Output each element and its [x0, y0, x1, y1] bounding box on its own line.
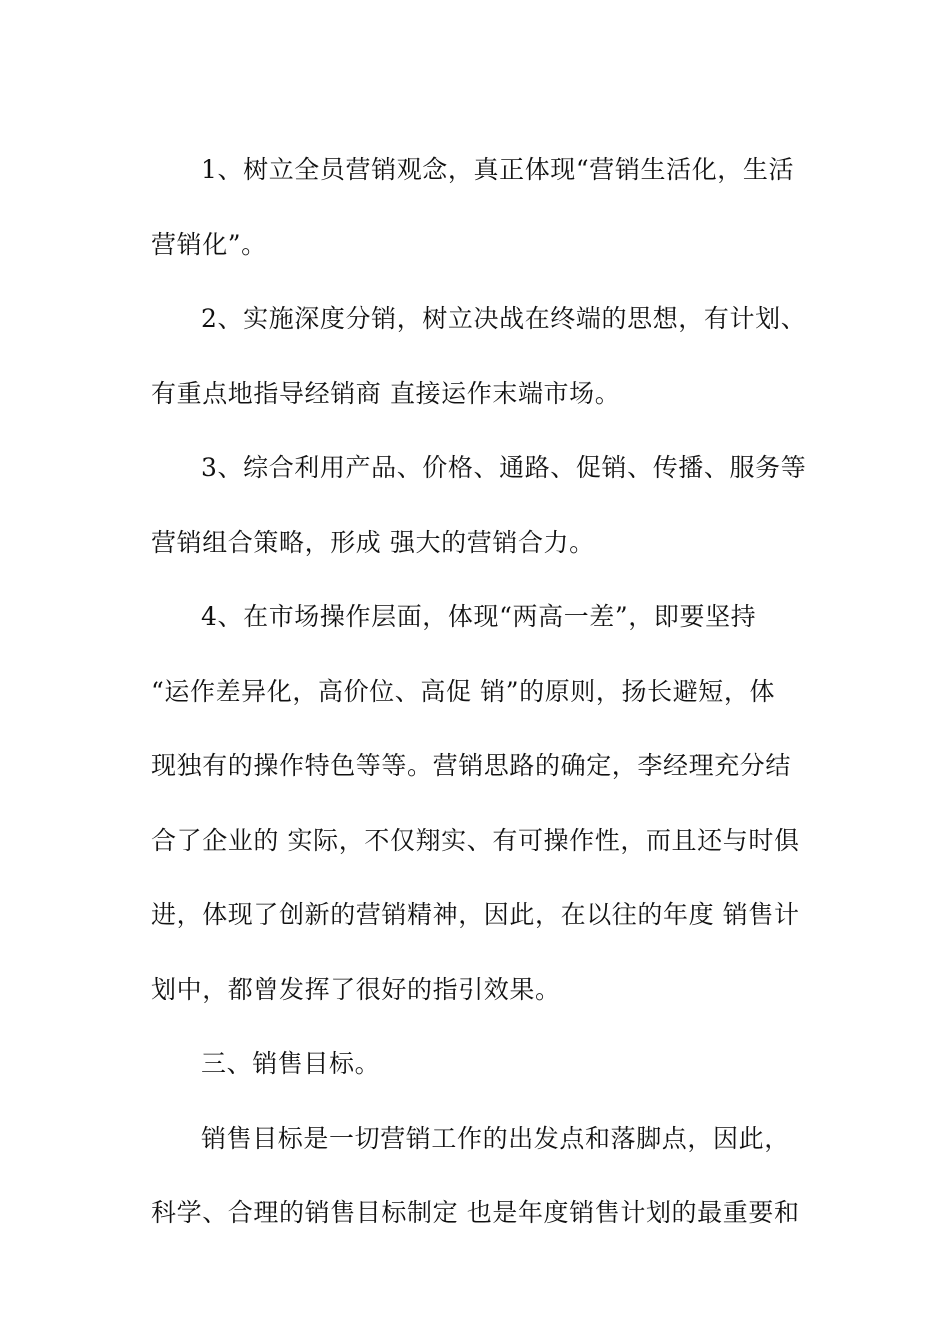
paragraph-line: 现独有的操作特色等等。营销思路的确定，李经理充分结 [151, 751, 792, 780]
paragraph-line: 划中，都曾发挥了很好的指引效果。 [151, 974, 561, 1004]
paragraph-6 [151, 1102, 801, 1251]
section-heading-text: 三、销售目标。 [201, 1049, 381, 1078]
paragraph-line: 科学、合理的销售目标制定 也是年度销售计划的最重要和 [151, 1198, 800, 1227]
section-heading [151, 1027, 801, 1102]
paragraph-line: “运作差异化，高价位、高促 销”的原则，扬长避短，体 [151, 676, 776, 706]
paragraph-4 [151, 580, 801, 1027]
document-body [151, 133, 807, 1251]
paragraph-line: 3、综合利用产品、价格、通路、促销、传播、服务等 [201, 453, 807, 482]
paragraph-line: 4、在市场操作层面，体现“两高一差”，即要坚持 [201, 602, 757, 631]
paragraph-line: 进，体现了创新的营销精神，因此，在以往的年度 销售计 [151, 900, 800, 929]
paragraph-1 [151, 133, 801, 282]
paragraph-line: 营销组合策略，形成 强大的营销合力。 [151, 527, 595, 557]
paragraph-line: 合了企业的 实际，不仅翔实、有可操作性，而且还与时俱 [151, 825, 800, 855]
paragraph-line: 有重点地指导经销商 直接运作末端市场。 [151, 378, 621, 408]
paragraph-line: 2、实施深度分销，树立决战在终端的思想，有计划、 [201, 304, 807, 333]
paragraph-line: 销售目标是一切营销工作的出发点和落脚点，因此， [201, 1123, 790, 1153]
paragraph-line: 1、树立全员营销观念，真正体现“营销生活化，生活 [201, 155, 795, 184]
paragraph-line: 营销化”。 [151, 229, 267, 259]
paragraph-3 [151, 431, 807, 580]
paragraph-2 [151, 282, 807, 431]
